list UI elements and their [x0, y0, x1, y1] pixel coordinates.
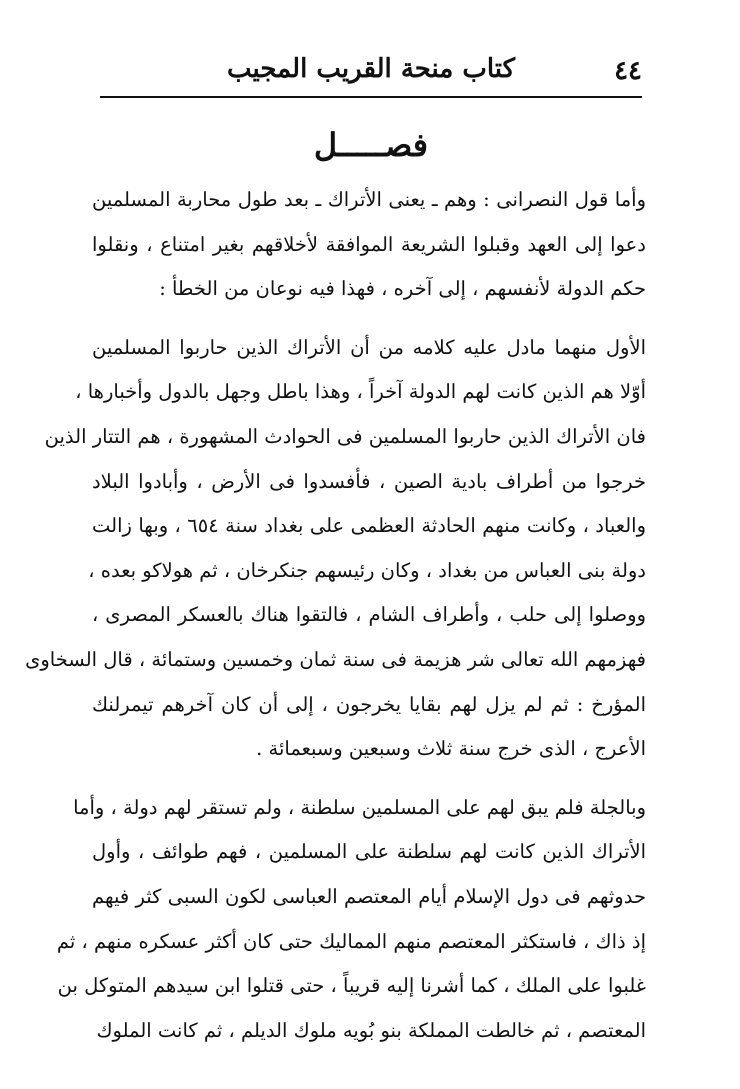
text-line: حدوثهم فى دول الإسلام أيام المعتصم العباسى لكون السبى كثر فيهم — [92, 884, 646, 908]
book-title: كتاب منحة القريب المجيب — [226, 54, 516, 84]
text-line: الأول منهما مادل عليه كلامه من أن الأتراك الذين حاربوا المسلمين — [92, 335, 646, 359]
paragraph — [92, 178, 646, 312]
page-number: ٤٤ — [614, 56, 642, 86]
paragraph-gap — [92, 312, 646, 326]
text-line: حكم الدولة لأنفسهم ، إلى آخره ، فهذا فيه نوعان من الخطأ : — [159, 277, 646, 301]
paragraph — [56, 786, 646, 1054]
text-line: وبالجلة فلم يبق لهم على المسلمين سلطنة ، ولم تستقر لهم دولة ، وأما — [73, 795, 646, 819]
text-line: المعتصم ، ثم خالطت المملكة بنو بُويه ملوك الديلم ، ثم كانت الملوك — [96, 1018, 646, 1042]
paragraph-gap — [92, 772, 646, 786]
text-line: وأما قول النصرانى : وهم ـ يعنى الأتراك ـ بعد طول محاربة المسلمين — [92, 188, 646, 211]
text-line: دعوا إلى العهد وقبلوا الشريعة الموافقة لأخلاقهم بغير امتناع ، ونقلوا — [92, 232, 646, 256]
text-line: والعباد ، وكانت منهم الحادثة العظمى على بغداد سنة ٦٥٤ ، وبها زالت — [92, 514, 646, 538]
header-rule — [100, 96, 642, 98]
text-line: فهزمهم الله تعالى شر هزيمة فى سنة ثمان وخمسين وستمائة ، قال السخاوى — [25, 647, 646, 671]
text-line: فان الأتراك الذين حاربوا المسلمين فى الحوادث المشهورة ، هم التتار الذين — [44, 424, 646, 448]
section-title: فصـــــل — [313, 126, 429, 164]
text-line: غلبوا على الملك ، كما أشرنا إليه قريباً ، حتى قتلوا ابن سيدهم المتوكل بن — [57, 974, 646, 998]
body-text — [25, 178, 646, 1053]
text-line: الأعرج ، الذى خرج سنة ثلاث وسبعين وسبعمائة . — [256, 737, 646, 761]
running-header — [100, 50, 642, 94]
text-line: أوّلا هم الذين كانت لهم الدولة آخراً ، وهذا باطل وجهل بالدول وأخبارها ، — [75, 380, 646, 404]
text-line: إذ ذاك ، فاستكثر المعتصم منهم المماليك حتى كان أكثر عسكره منهم ، ثم — [56, 929, 646, 953]
text-line: المؤرخ : ثم لم يزل لهم بقايا يخرجون ، إلى أن كان آخرهم تيمرلنك — [92, 692, 646, 716]
text-line: خرجوا من أطراف بادية الصين ، فأفسدوا فى الأرض ، وأبادوا البلاد — [92, 469, 646, 493]
text-line: ووصلوا إلى حلب ، وأطراف الشام ، فالتقوا هناك بالعسكر المصرى ، — [92, 603, 646, 627]
text-line: دولة بنى العباس من بغداد ، وكان رئيسهم جنكرخان ، ثم هولاكو بعده ، — [88, 558, 646, 582]
text-line: الأتراك الذين كانت لهم سلطنة على المسلمين ، فهم طوائف ، وأول — [92, 840, 646, 864]
paragraph — [25, 326, 646, 772]
